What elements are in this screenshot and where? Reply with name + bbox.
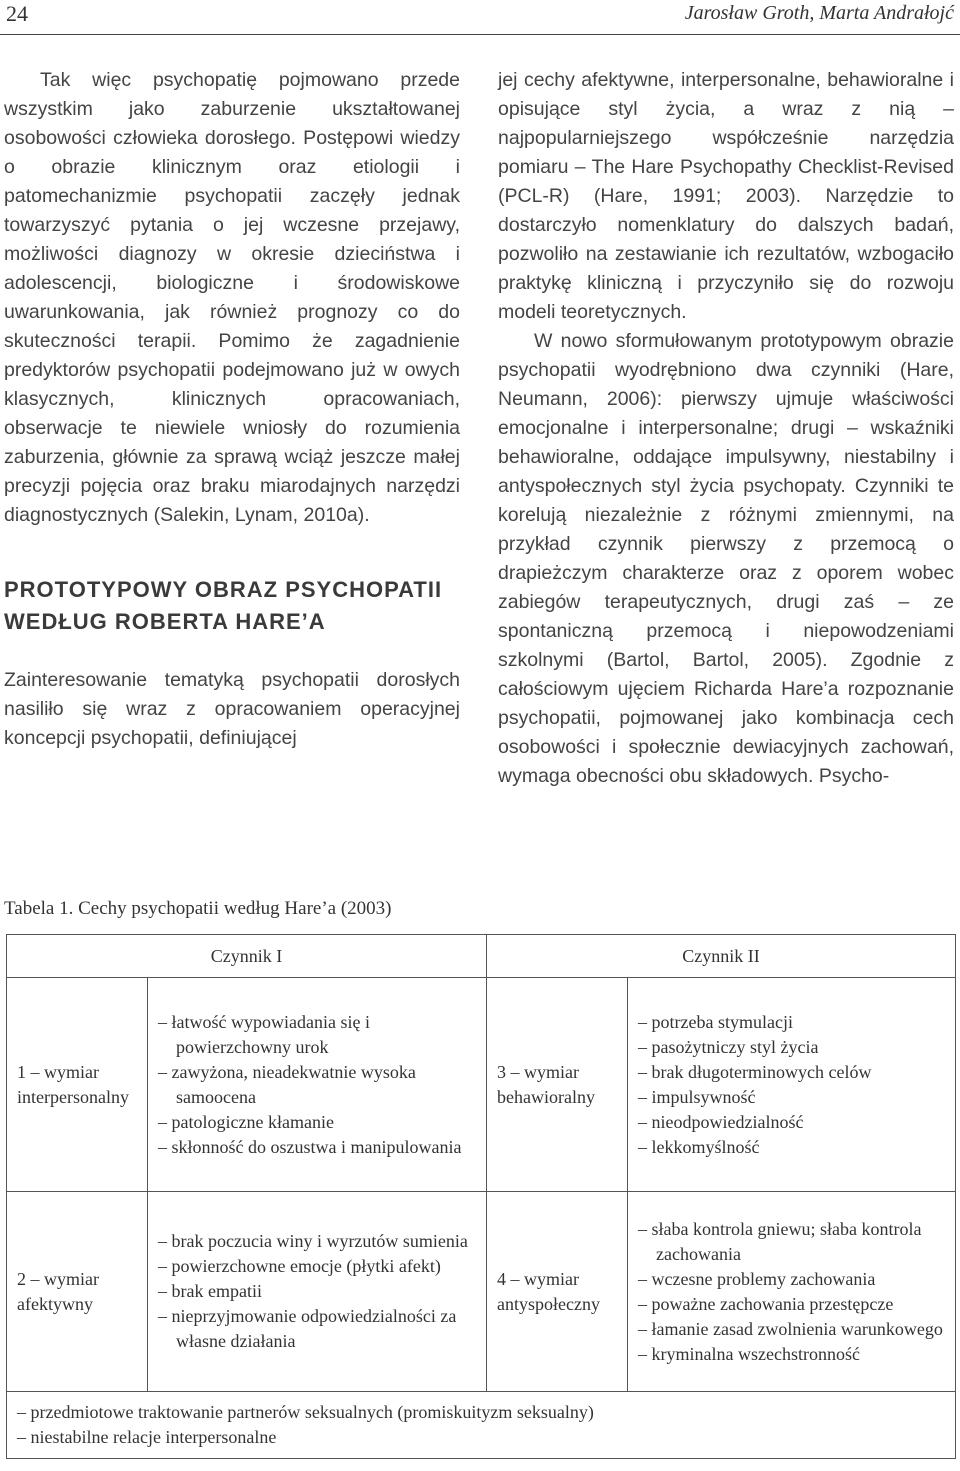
left-column	[4, 66, 460, 753]
trait-item: – lekkomyślność	[638, 1135, 945, 1160]
trait-item: – skłonność do oszustwa i manipulowania	[158, 1135, 476, 1160]
trait-item: – patologiczne kłamanie	[158, 1110, 476, 1135]
dimension-1-traits	[148, 978, 487, 1192]
trait-item: – brak poczucia winy i wyrzutów sumienia	[158, 1229, 476, 1254]
body-paragraph: Zainteresowanie tematyką psychopatii dorosłych nasiliło się wraz z opracowaniem operacyjnej koncepcji psychopatii, definiującej	[4, 669, 460, 749]
trait-item: – poważne zachowania przestępcze	[638, 1292, 945, 1317]
dimension-4-cell: 4 – wymiar antyspołeczny	[487, 1192, 628, 1392]
dimension-4-traits	[628, 1192, 956, 1392]
page-number: 24	[6, 1, 28, 26]
table-row	[7, 978, 956, 1192]
dimension-2-traits	[148, 1192, 487, 1392]
trait-item: – słaba kontrola gniewu; słaba kontrola zachowania	[638, 1217, 945, 1267]
factor-2-header: Czynnik II	[487, 935, 956, 978]
body-paragraph: Tak więc psychopatię pojmowano przede wszystkim jako zaburzenie ukształtowanej osobowości człowieka dorosłego. Postępowi wiedzy o obrazie klinicznym oraz etiologii i patomechanizmie psychopatii zaczęły jednak towarzyszyć pytania o jej wczesne przejawy, możliwości diagnozy w okresie dzieciństwa i adolescencji, biologiczne i środowiskowe uwarunkowania, jak również prognozy co do skuteczności terapii. Pomimo że zagadnienie predyktorów psychopatii podejmowano już w owych klasycznych, klinicznych opracowaniach, obserwacje te niewiele wniosły do rozumienia zaburzenia, głównie za sprawą wciąż jeszcze małej precyzji pojęcia oraz braku miarodajnych narzędzi diagnostycznych (Salekin, Lynam, 2010a).	[4, 69, 460, 526]
table-header-row	[7, 935, 956, 978]
dimension-3-traits	[628, 978, 956, 1192]
table-caption: Tabela 1. Cechy psychopatii według Hare’a (2003)	[4, 898, 392, 919]
trait-item: – kryminalna wszechstronność	[638, 1342, 945, 1367]
factor-1-header: Czynnik I	[7, 935, 487, 978]
trait-item: – brak długoterminowych celów	[638, 1060, 945, 1085]
trait-item: – zawyżona, nieadekwatnie wysoka samoocena	[158, 1060, 476, 1110]
psychopathy-traits-table	[6, 934, 956, 1459]
trait-item: – przedmiotowe traktowanie partnerów seksualnych (promiskuityzm seksualny)	[17, 1400, 945, 1425]
dimension-1-cell: 1 – wymiar interpersonalny	[7, 978, 148, 1192]
trait-item: – powierzchowne emocje (płytki afekt)	[158, 1254, 476, 1279]
shared-traits-cell	[7, 1392, 956, 1459]
trait-item: – pasożytniczy styl życia	[638, 1035, 945, 1060]
running-head-authors: Jarosław Groth, Marta Andrałojć	[684, 2, 954, 24]
trait-item: – niestabilne relacje interpersonalne	[17, 1425, 945, 1450]
trait-item: – łatwość wypowiadania się i powierzchowny urok	[158, 1010, 476, 1060]
trait-item: – wczesne problemy zachowania	[638, 1267, 945, 1292]
page-header	[0, 0, 960, 35]
body-paragraph: W nowo sformułowanym prototypowym obrazie psychopatii wyodrębniono dwa czynniki (Hare, Neumann, 2006): pierwszy ujmuje właściwości emocjonalne i interpersonalne; drugi – wskaźniki behawioralne, oddające impulsywny, niestabilny i antyspołecznych styl życia psychopaty. Czynniki te korelują niezależnie z różnymi zmiennymi, na przykład czynnik pierwszy z przemocą o drapieżczym charakterze oraz z oporem wobec zabiegów terapeutycznych, drugi zaś – ze spontaniczną przemocą i niepowodzeniami szkolnymi (Bartol, Bartol, 2005). Zgodnie z całościowym ujęciem Richarda Hare’a rozpoznanie psychopatii, pojmowanej jako kombinacja cech osobowości i społecznie dewiacyjnych zachowań, wymaga obecności obu składowych. Psycho-	[498, 330, 954, 787]
dimension-3-cell: 3 – wymiar behawioralny	[487, 978, 628, 1192]
trait-item: – impulsywność	[638, 1085, 945, 1110]
table-row	[7, 1192, 956, 1392]
trait-item: – potrzeba stymulacji	[638, 1010, 945, 1035]
dimension-2-cell: 2 – wymiar afektywny	[7, 1192, 148, 1392]
trait-item: – nieodpowiedzialność	[638, 1110, 945, 1135]
table-row	[7, 1392, 956, 1459]
trait-item: – łamanie zasad zwolnienia warunkowego	[638, 1317, 945, 1342]
body-paragraph: jej cechy afektywne, interpersonalne, behawioralne i opisujące styl życia, a wraz z nią – najpopularniejszego współcześnie narzędzia pomiaru – The Hare Psychopathy Checklist-Revised (PCL-R) (Hare, 1991; 2003). Narzędzie to dostarczyło nomenklatury do dalszych badań, pozwoliło na zestawianie ich rezultatów, wzbogaciło praktykę kliniczną i przyczyniło się do rozwoju modeli teoretycznych.	[498, 69, 954, 323]
trait-item: – brak empatii	[158, 1279, 476, 1304]
trait-item: – nieprzyjmowanie odpowiedzialności za własne działania	[158, 1304, 476, 1354]
section-heading: PROTOTYPOWY OBRAZ PSYCHOPATII WEDŁUG ROBERTA HARE’A	[4, 577, 443, 634]
right-column	[498, 66, 954, 791]
